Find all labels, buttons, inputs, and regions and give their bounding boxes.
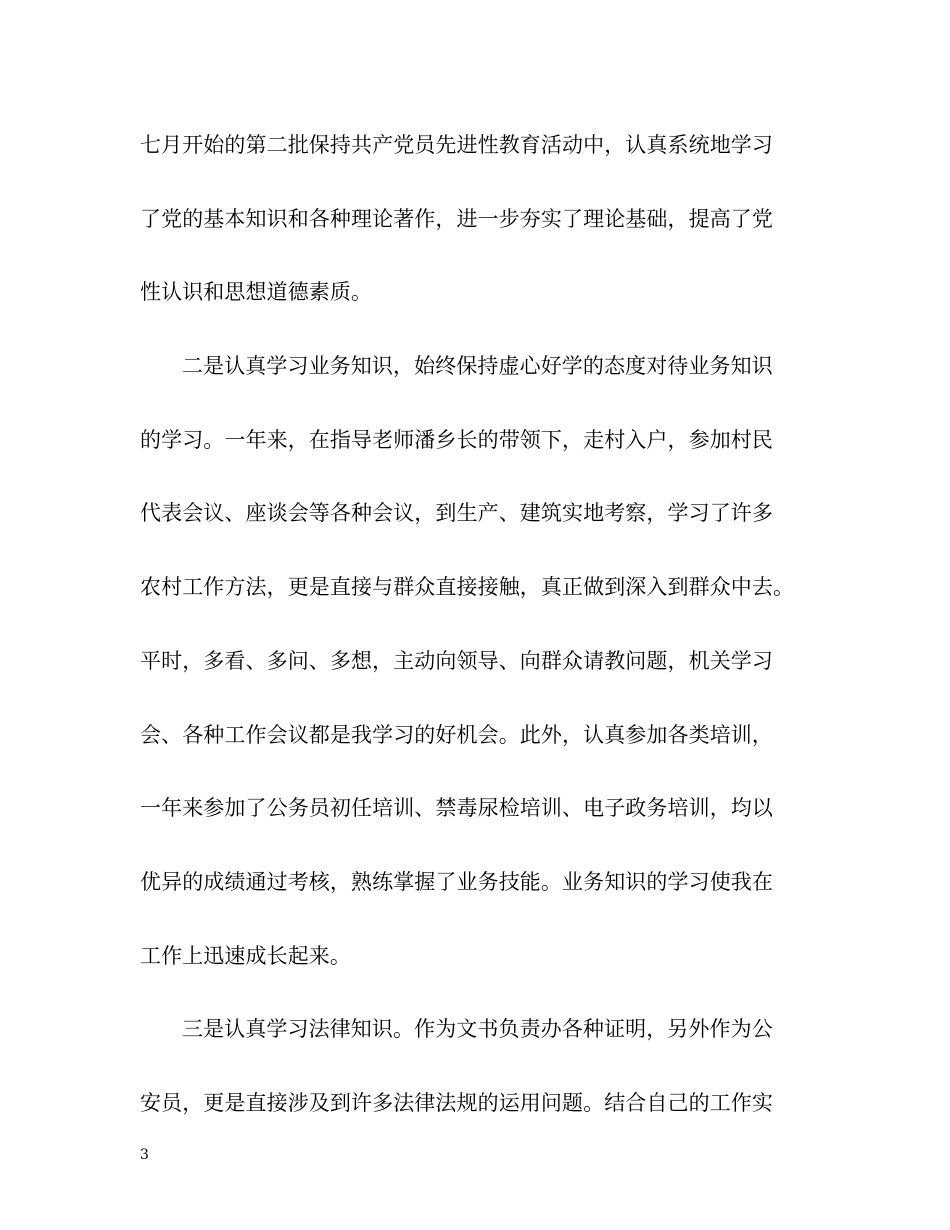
paragraph-start-line: 二是认真学习业务知识，始终保持虚心好学的态度对待业务知识	[182, 354, 773, 379]
text-line: 七月开始的第二批保持共产党员先进性教育活动中，认真系统地学习	[140, 133, 773, 157]
body-text	[140, 118, 820, 1150]
text-line: 优异的成绩通过考核，熟练掌握了业务技能。业务知识的学习使我在	[140, 869, 773, 894]
text-line: 会、各种工作会议都是我学习的好机会。此外，认真参加各类培训，	[140, 722, 773, 747]
text-line: 农村工作方法，更是直接与群众直接接触，真正做到深入到群众中去。	[140, 575, 795, 600]
text-line: 平时，多看、多问、多想，主动向领导、向群众请教问题，机关学习	[140, 648, 773, 673]
text-line: 工作上迅速成长起来。	[140, 943, 351, 968]
text-line: 代表会议、座谈会等各种会议，到生产、建筑实地考察，学习了许多	[140, 501, 773, 526]
paragraph-start-line: 三是认真学习法律知识。作为文书负责办各种证明，另外作为公	[182, 1017, 773, 1042]
text-line: 安员，更是直接涉及到许多法律法规的运用问题。结合自己的工作实	[140, 1090, 773, 1115]
page-number: 3	[140, 1147, 149, 1163]
text-line: 的学习。一年来，在指导老师潘乡长的带领下，走村入户，参加村民	[140, 427, 773, 452]
text-line: 性认识和思想道德素质。	[140, 280, 373, 305]
text-line: 了党的基本知识和各种理论著作，进一步夯实了理论基础，提高了党	[140, 206, 773, 231]
text-line: 一年来参加了公务员初任培训、禁毒尿检培训、电子政务培训，均以	[140, 796, 773, 821]
